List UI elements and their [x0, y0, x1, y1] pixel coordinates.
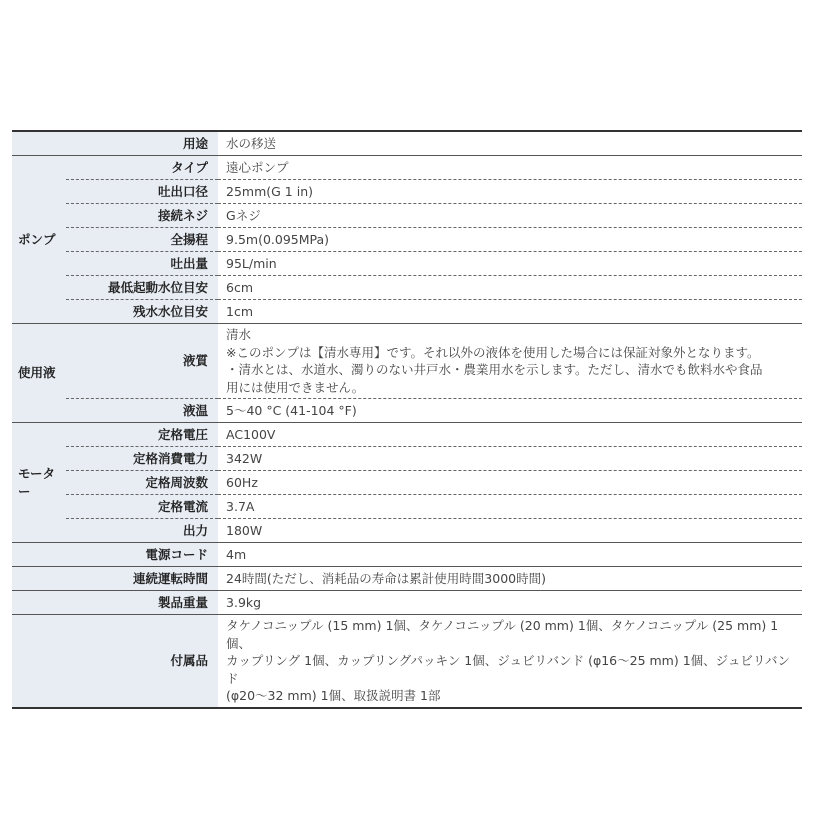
- spec-label-cord: 電源コード: [12, 543, 218, 567]
- spec-label-liquid-temperature: 液温: [66, 399, 218, 423]
- spec-label-accessories: 付属品: [12, 615, 218, 708]
- table-row: [12, 156, 802, 180]
- spec-label-liquid-quality: 液質: [66, 324, 218, 399]
- spec-value-voltage: AC100V: [218, 423, 802, 447]
- table-row: [12, 615, 802, 708]
- spec-label-continuous: 連続運転時間: [12, 567, 218, 591]
- accessories-line: カップリング 1個、カップリングパッキン 1個、ジュビリバンド (φ16～25 mm) 1個、ジュビリバンド: [226, 653, 791, 686]
- spec-value-residual-level: 1cm: [218, 300, 802, 324]
- spec-label-flow: 吐出量: [66, 252, 218, 276]
- spec-label-output: 出力: [66, 519, 218, 543]
- spec-label-usage: 用途: [12, 131, 218, 156]
- spec-value-output: 180W: [218, 519, 802, 543]
- spec-value-accessories: [218, 615, 802, 708]
- spec-label-min-start-level: 最低起動水位目安: [66, 276, 218, 300]
- group-label-motor: モーター: [12, 423, 66, 543]
- spec-value-min-start-level: 6cm: [218, 276, 802, 300]
- spec-label-thread: 接続ネジ: [66, 204, 218, 228]
- spec-label-head: 全揚程: [66, 228, 218, 252]
- table-row: [12, 567, 802, 591]
- spec-value-thread: Gネジ: [218, 204, 802, 228]
- spec-label-weight: 製品重量: [12, 591, 218, 615]
- spec-label-power: 定格消費電力: [66, 447, 218, 471]
- group-label-pump: ポンプ: [12, 156, 66, 324]
- table-row: [12, 399, 802, 423]
- spec-value-usage: 水の移送: [218, 131, 802, 156]
- table-row: [12, 591, 802, 615]
- liquid-quality-line: 用には使用できません。: [226, 379, 365, 395]
- accessories-line: タケノコニップル (15 mm) 1個、タケノコニップル (20 mm) 1個、タケノコニップル (25 mm) 1個、: [226, 618, 779, 651]
- spec-value-current: 3.7A: [218, 495, 802, 519]
- spec-value-frequency: 60Hz: [218, 471, 802, 495]
- spec-value-pump-type: 遠心ポンプ: [218, 156, 802, 180]
- table-row: [12, 495, 802, 519]
- table-row: [12, 519, 802, 543]
- group-label-liquid: 使用液: [12, 324, 66, 423]
- spec-label-outlet: 吐出口径: [66, 180, 218, 204]
- table-row: [12, 324, 802, 399]
- table-row: [12, 252, 802, 276]
- spec-label-residual-level: 残水水位目安: [66, 300, 218, 324]
- table-row: [12, 228, 802, 252]
- spec-value-head: 9.5m(0.095MPa): [218, 228, 802, 252]
- accessories-line: (φ20～32 mm) 1個、取扱説明書 1部: [226, 688, 441, 703]
- liquid-quality-line: 清水: [226, 327, 252, 342]
- spec-label-frequency: 定格周波数: [66, 471, 218, 495]
- spec-value-liquid-temperature: 5～40 °C (41-104 °F): [218, 399, 802, 423]
- spec-value-continuous: 24時間(ただし、消耗品の寿命は累計使用時間3000時間): [218, 567, 802, 591]
- liquid-quality-line: ・清水とは、水道水、濁りのない井戸水・農業用水を示します。ただし、清水でも飲料水や食品: [226, 362, 763, 377]
- spec-value-flow: 95L/min: [218, 252, 802, 276]
- table-row: [12, 180, 802, 204]
- table-row: [12, 423, 802, 447]
- spec-value-cord: 4m: [218, 543, 802, 567]
- spec-label-pump-type: タイプ: [66, 156, 218, 180]
- table-row: [12, 131, 802, 156]
- liquid-quality-line: ※このポンプは【清水専用】です。それ以外の液体を使用した場合には保証対象外となります。: [226, 344, 760, 360]
- spec-label-current: 定格電流: [66, 495, 218, 519]
- table-row: [12, 300, 802, 324]
- spec-value-liquid-quality: [218, 324, 802, 399]
- table-row: [12, 543, 802, 567]
- spec-label-voltage: 定格電圧: [66, 423, 218, 447]
- table-row: [12, 471, 802, 495]
- spec-table: [12, 130, 802, 709]
- table-row: [12, 204, 802, 228]
- table-row: [12, 276, 802, 300]
- spec-value-power: 342W: [218, 447, 802, 471]
- spec-value-outlet: 25mm(G 1 in): [218, 180, 802, 204]
- table-row: [12, 447, 802, 471]
- spec-value-weight: 3.9kg: [218, 591, 802, 615]
